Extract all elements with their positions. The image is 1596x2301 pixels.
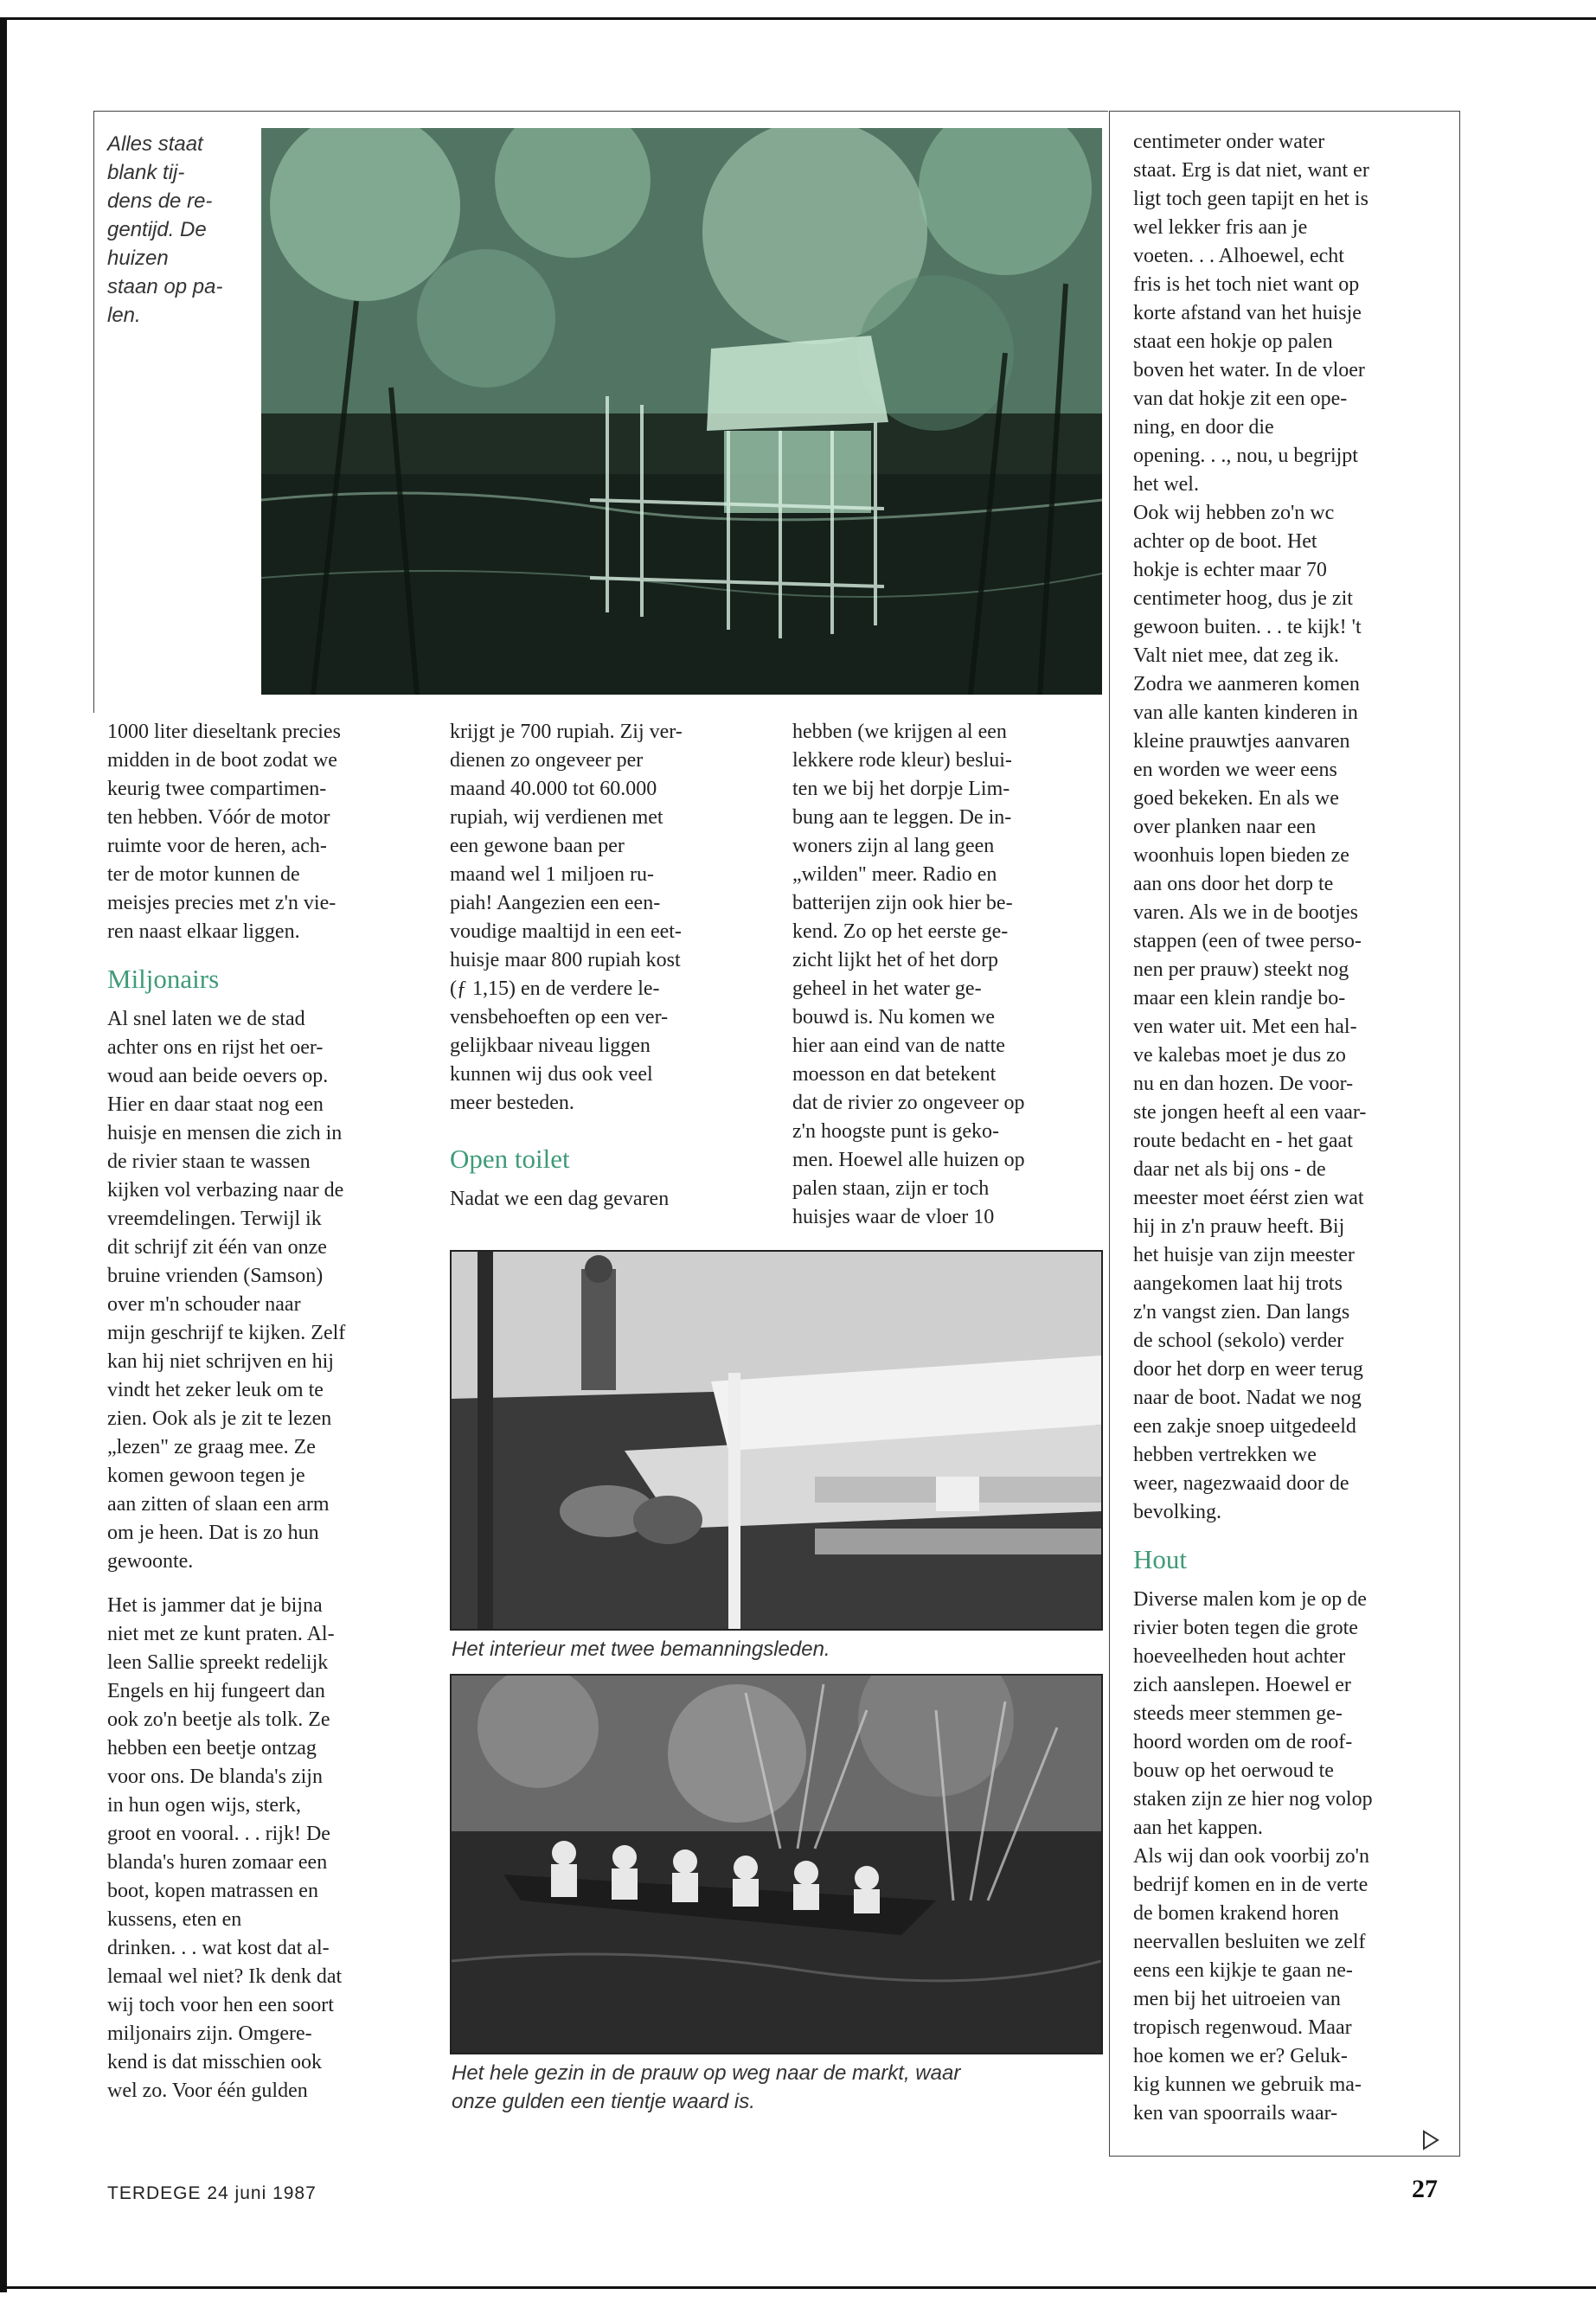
column-3 — [792, 718, 1104, 1247]
photo-bottom-caption: Het hele gezin in de prauw op weg naar de markt, waar onze gulden een tientje waard is. — [452, 2061, 961, 2113]
col1-paragraph-2: Al snel laten we de stad achter ons en rijst het oer- woud aan beide oevers op. Hier en daar staat nog een huisje en mensen die zich in de rivier staan te wassen kijken vol verbazing naar de vreemdelingen. Terwijl ik dit schrijf zit één van onze bruine vrienden (Samson) over m'n schouder naar mijn geschrijf te kijken. Zelf kan hij niet schrijven en hij vindt het zeker leuk om te zien. Ook als je zit te lezen „lezen" ze graag mee. Ze komen gewoon tegen je aan zitten of slaan een arm om je heen. Dat is zo hun gewoonte. — [107, 1008, 346, 1573]
photo-jungle-hut — [261, 128, 1102, 695]
column-2 — [450, 718, 761, 1229]
photo-mid-caption: Het interieur met twee bemanningsleden. — [452, 1638, 830, 1661]
page-border-bottom — [0, 2286, 1596, 2289]
photo-family-canoe — [450, 1674, 1103, 2054]
triangle-right-icon — [1421, 2128, 1440, 2152]
column-1 — [107, 718, 419, 2121]
col2-paragraph-2: Nadat we een dag gevaren — [450, 1188, 670, 1210]
footer-publication: TERDEGE 24 juni 1987 — [107, 2183, 317, 2203]
page-border-top — [0, 17, 1596, 20]
photo-boat-interior — [450, 1250, 1103, 1631]
col2-paragraph-1: krijgt je 700 rupiah. Zij ver- dienen zo ongeveer per maand 40.000 tot 60.000 rupiah, wij verdienen met een gewone baan per maand wel 1 miljoen ru- piah! Aangezien een een- voudige maaltijd in een eet- huisje maar 800 rupiah kost (ƒ 1,15) en de verdere le- vensbehoeften op een ver- gelijkbaar niveau liggen kunnen wij dus ook veel meer besteden. — [450, 721, 683, 1114]
page-number: 27 — [1412, 2175, 1438, 2203]
page-border-left — [0, 17, 7, 2292]
photo-top-caption: Alles staat blank tij- dens de re- gentijd. De huizen staan op pa- len. — [107, 132, 223, 327]
heading-hout: Hout — [1133, 1544, 1187, 1574]
column-4 — [1133, 128, 1453, 2144]
col3-paragraph-1: hebben (we krijgen al een lekkere rode kleur) beslui- ten we bij het dorpje Lim- bung aan te leggen. De in- woners zijn al lang geen „wilden" meer. Radio en batterijen zijn ook hier be- kend. Zo op het eerste ge- zicht lijkt het of het dorp geheel in het water ge- bouwd is. Nu komen we hier aan eind van de natte moesson en dat betekent dat de rivier zo ongeveer op z'n hoogste punt is geko- men. Hoewel alle huizen op palen staan, zijn er toch huisjes waar de vloer 10 — [792, 721, 1025, 1228]
heading-miljonairs: Miljonairs — [107, 964, 220, 994]
col4-paragraph-2: Diverse malen kom je op de rivier boten tegen die grote hoeveelheden hout achter zich aanslepen. Hoewel er steeds meer stemmen ge- hoord worden om de roof- bouw op het oerwoud te staken zijn ze hier nog volop aan het kappen. Als wij dan ook voorbij zo'n bedrijf komen en in de verte de bomen krakend horen neervallen besluiten we zelf eens een kijkje te gaan ne- men bij het uitroeien van tropisch regenwoud. Maar hoe komen we er? Geluk- kig kunnen we gebruik ma- ken van spoorrails waar- — [1133, 1588, 1373, 2125]
col4-paragraph-1: centimeter onder water staat. Erg is dat niet, want er ligt toch geen tapijt en het is wel lekker fris aan je voeten. . . Alhoewel, echt fris is het toch niet want op korte afstand van het huisje staat een hokje op palen boven het water. In de vloer van dat hokje zit een ope- ning, en door die opening. . ., nou, u begrijpt het wel. Ook wij hebben zo'n wc achter op de boot. Het hokje is echter maar 70 centimeter hoog, dus je zit gewoon buiten. . . te kijk! 't Valt niet mee, dat zeg ik. Zodra we aanmeren komen van alle kanten kinderen in kleine prauwtjes aanvaren en worden we weer eens goed bekeken. En als we over planken naar een woonhuis lopen bieden ze aan ons door het dorp te varen. Als we in de bootjes stappen (een of twee perso- nen per prauw) steekt nog maar een klein randje bo- ven water uit. Met een hal- ve kalebas moet je dus zo nu en dan hozen. De voor- ste jongen heeft al een vaar- route bedacht en - het gaat daar net als bij ons - de meester moet éérst zien wat hij in z'n prauw heeft. Bij het huisje van zijn meester aangekomen laat hij trots z'n vangst zien. Dan langs de school (sekolo) verder door het dorp en weer terug naar de boot. Nadat we nog een zakje snoep uitgedeeld hebben vertrekken we weer, nagezwaaid door de bevolking. — [1133, 131, 1369, 1523]
col1-paragraph-3: Het is jammer dat je bijna niet met ze kunt praten. Al- leen Sallie spreekt redelijk Engels en hij fungeert dan ook zo'n beetje als tolk. Ze hebben een beetje ontzag voor ons. De blanda's zijn in hun ogen wijs, sterk, groot en vooral. . . rijk! De blanda's huren zomaar een boot, kopen matrassen en kussens, eten en drinken. . . wat kost dat al- lemaal wel niet? Ik denk dat wij toch voor hen een soort miljonairs zijn. Omgere- kend is dat misschien ook wel zo. Voor één gulden — [107, 1594, 343, 2102]
col1-paragraph-1: 1000 liter dieseltank precies midden in de boot zodat we keurig twee compartimen- ten hebben. Vóór de motor ruimte voor de heren, ach- ter de motor kunnen de meisjes precies met z'n vie- ren naast elkaar liggen. — [107, 721, 341, 943]
heading-open-toilet: Open toilet — [450, 1144, 570, 1174]
